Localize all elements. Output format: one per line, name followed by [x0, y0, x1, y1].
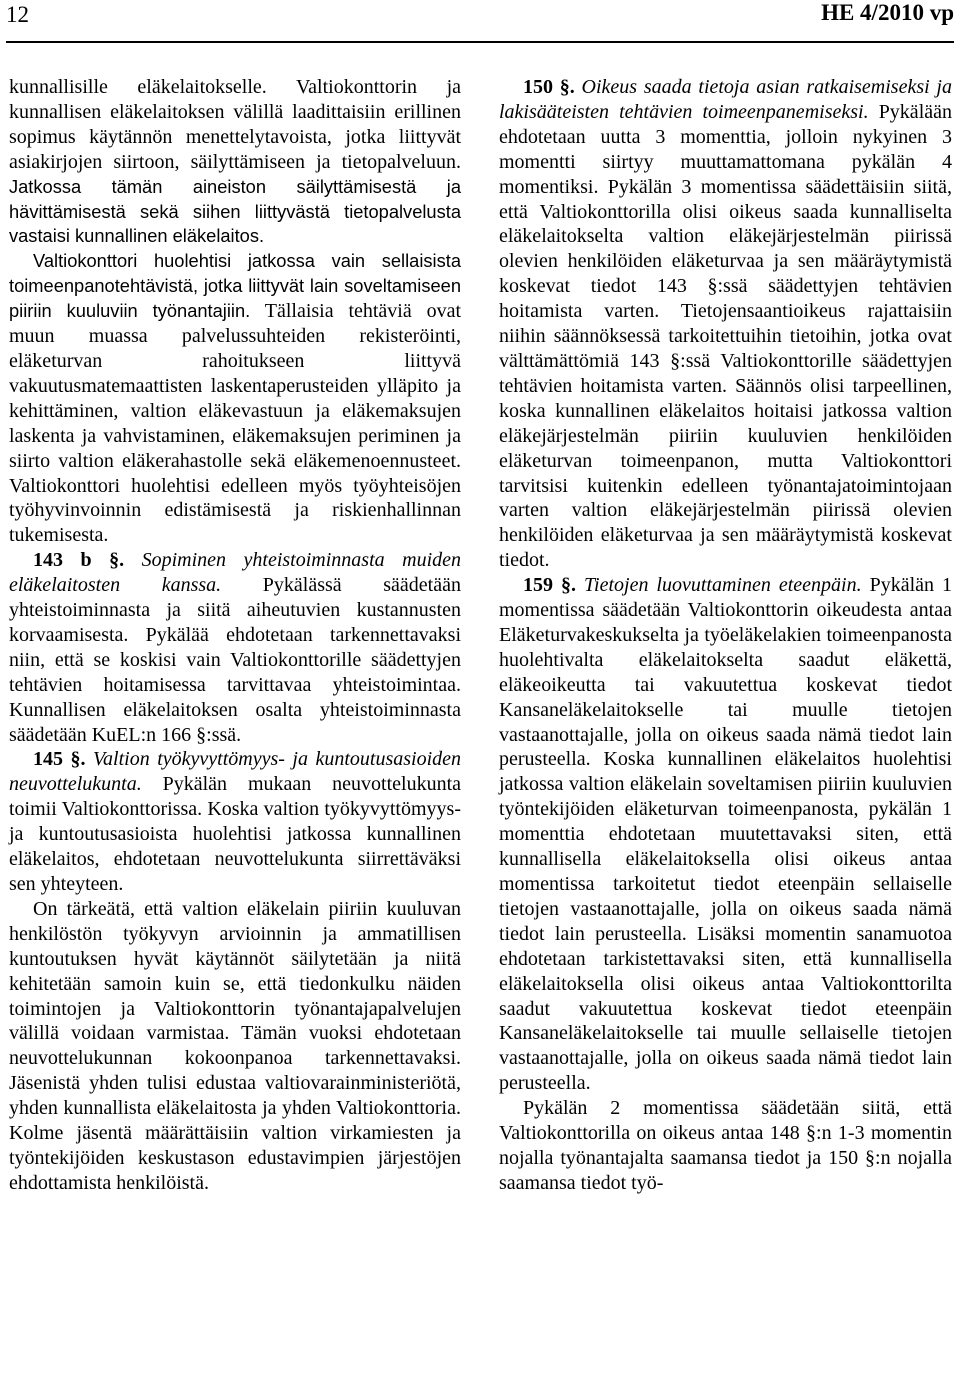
section-text: Pykälän mukaan neuvottelukunta toimii Valtiokonttorissa. Koska valtion työkyvyttömyys- ja kuntoutusasioista huolehtisi jatkossa kunnallinen eläkelaitos, ehdotetaan neuvottelukunta siirrettäväksi sen yhteyteen. — [9, 773, 461, 895]
section-145 — [9, 747, 461, 896]
paragraph: On tärkeätä, että valtion eläkelain piiriin kuuluvan henkilöstön työkyvyn arvioinnin ja ammatillisen kuntoutuksen hyvät käytännöt säilytetään ja niitä kehitetään samoin kuin se, että tiedonkulku näiden toimintojen ja Valtiokonttorin työnantajapalvelujen välillä voidaan varmistaa. Tämän vuoksi ehdotetaan neuvottelukunnan kokoonpanoa tarkennettavaksi. Jäsenistä yhden tulisi edustaa valtiovarainministeriötä, yhden kunnallista eläkelaitosta ja yhden Valtiokonttoria. Kolme jäsentä määrättäisiin valtion virkamiesten ja työntekijöiden keskustason edustavimpien järjestöjen ehdottamista henkilöistä. — [9, 897, 461, 1194]
section-title: Valtion työkyvyttömyys- ja kuntoutusasioiden neuvottelukunta. — [9, 748, 462, 796]
section-150 — [499, 75, 952, 573]
section-text: Pykälän 1 momentissa säädetään Valtiokonttorin oikeudesta antaa Eläketurvakeskukselta ja työeläkelakien toimeenpanosta huolehtivalta eläkelaitokselta saadut eläkettä, eläkeoikeutta tai vakuutettua koskevat tiedot Kansaneläkelaitokselle tai muulle tietojen vastaanottajalle, jolla on oikeus saada nämä tiedot lain perusteella. Koska kunnallinen eläkelaitos huolehtisi jatkossa valtion eläkelain soveltamisen piiriin kuuluvien työntekijöiden eläketurvan toimeenpanosta, pykälän 1 momenttia ehdotetaan muutettavaksi siten, että kunnallisella eläkelaitoksella olisi oikeus antaa momentissa tarkoitetut tiedot eteenpäin sellaiselle tietojen vastaanottajalle, jolla on oikeus saada nämä tiedot lain perusteella. Lisäksi momentin sanamuotoa ehdotetaan tarkistettavaksi siten, että kunnallisella eläkelaitoksella olisi oikeus antaa Valtiokonttorilta saadut vakuutettua koskevat tiedot eteenpäin Kansaneläkelaitokselle tai muulle sellaiselle tietojen vastaanottajalle, jolla on oikeus saada nämä tiedot lain perusteella. — [499, 574, 953, 1095]
section-143b — [9, 548, 461, 747]
section-159 — [499, 573, 952, 1096]
page-number: 12 — [6, 2, 29, 27]
paragraph-text-sans: Jatkossa tämän aineiston säilyttämisestä ja hävittämisestä sekä siihen liittyvästä tietopalvelusta vastaisi kunnallinen eläkelaitos. — [9, 175, 461, 247]
section-title: Oikeus saada tietoja asian ratkaisemiseksi ja lakisääteisten tehtävien toimeenpanemiseksi. — [499, 76, 952, 123]
section-number: 145 §. — [33, 748, 86, 771]
section-title: Tietojen luovuttaminen eteenpäin. — [584, 574, 862, 597]
document-id: HE 4/2010 vp — [821, 0, 954, 25]
section-number: 159 §. — [523, 574, 576, 597]
right-column — [499, 75, 952, 1196]
paragraph-text: Tällaisia tehtäviä ovat muun muassa palvelussuhteiden rekisteröinti, eläketurvan rahoitukseen liittyvä vakuutusmatemaattisten laskentaperusteiden ylläpito ja kehittäminen, valtion eläkevastuun ja eläkemaksujen laskenta ja vahvistaminen, eläkemaksujen periminen ja siirto valtion eläkerahastolle sekä eläkemenoennusteet. Valtiokonttori huolehtisi edelleen myös työyhteisöjen työhyvinvoinnin edistämisestä ja riskienhallinnan tukemisesta. — [9, 300, 462, 547]
section-title: Sopiminen yhteistoiminnasta muiden eläkelaitosten kanssa. — [9, 549, 462, 597]
section-number: 150 §. — [523, 76, 575, 98]
left-column — [9, 75, 461, 1196]
paragraph-text: kunnallisille eläkelaitokselle. Valtiokonttorin ja kunnallisen eläkelaitoksen välillä laadittaisiin erillinen sopimus käytännön menettelytavoista, jotka liittyvät asiakirjojen siirtoon, säilyttämiseen ja tietopalveluun. — [9, 76, 461, 173]
section-text: Pykälässä säädetään yhteistoiminnasta ja siitä aiheutuvien kustannusten korvaamisesta. Pykälää ehdotetaan tarkennettavaksi niin, että se koskisi vain Valtiokonttorille säädettyjen tehtävien hoitamisessa tarvittavaa yhteistoimintaa. Kunnallisen eläkelaitoksen osalta yhteistoiminnasta säädetään KuEL:n 166 §:ssä. — [9, 574, 461, 746]
paragraph: Pykälän 2 momentissa säädetään siitä, että Valtiokonttorilla on oikeus antaa 148 §:n 1-3 momentin nojalla työnantajalta saamansa tiedot ja 150 §:n nojalla saamansa tiedot työ- — [499, 1097, 952, 1194]
page-header — [0, 0, 960, 50]
section-number: 143 b §. — [33, 549, 125, 572]
header-divider — [6, 41, 954, 43]
paragraph — [9, 249, 461, 548]
section-text: Pykälään ehdotetaan uutta 3 momenttia, jolloin nykyinen 3 momentti siirtyy muuttamattomana pykälän 4 momentiksi. Pykälän 3 momentissa säädettäisiin siitä, että Valtiokonttorilla olisi oikeus saada kunnalliselta eläkelaitokselta valtion eläkejärjestelmän piirissä olevien henkilöiden eläketurvaa ja sen määräytymistä koskevat tiedot 143 §:ssä säädettyjen tehtävien hoitamista varten. Tietojensaantioikeus rajattaisiin niihin säännöksessä tarkoitettuihin tietoihin, jotka ovat välttämättömiä 143 §:ssä Valtiokonttorille säädettyjen tehtävien hoitamista varten. Säännös olisi tarpeellinen, koska kunnallinen eläkelaitos hoitaisi jatkossa valtion eläkejärjestelmän piiriin kuuluvien henkilöiden eläketurvan toimeenpanon, mutta Valtiokonttori tarvitsisi kuitenkin edelleen työnantajatoimintojaan varten valtion eläkejärjestelmän piirissä olevien henkilöiden eläketurvaa ja sen määräytymistä koskevat tiedot. — [499, 100, 952, 572]
paragraph — [9, 75, 461, 249]
paragraph-text-sans: Valtiokonttori huolehtisi jatkossa vain sellaisista toimeenpanotehtävistä, jotka liittyvät lain soveltamiseen piiriin kuuluviin työnantajiin. — [9, 250, 461, 322]
